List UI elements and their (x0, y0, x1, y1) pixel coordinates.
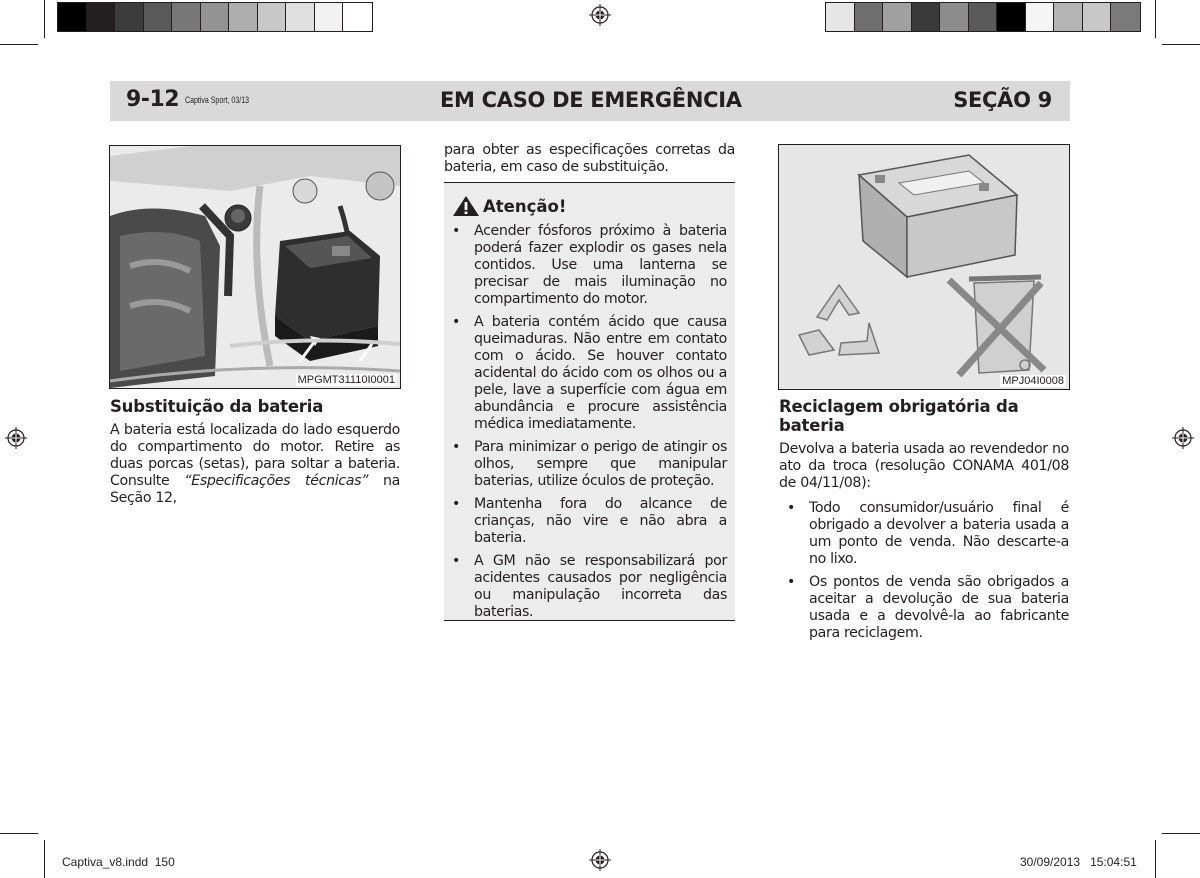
page-header (110, 81, 1070, 121)
color-swatch (826, 3, 855, 31)
page-number: 9-12 (126, 87, 180, 112)
color-swatch (997, 3, 1026, 31)
cross-reference: “Especificações técnicas” (184, 473, 369, 489)
recycling-list (779, 500, 1069, 642)
battery-recycling-illustration (779, 145, 1069, 389)
engine-bay-figure (109, 145, 401, 389)
warning-triangle-icon (452, 195, 480, 217)
middle-continuation (444, 142, 735, 176)
chapter-title: EM CASO DE EMERGÊNCIA (440, 88, 742, 112)
engine-bay-illustration (110, 146, 400, 388)
crop-mark (0, 44, 38, 45)
list-item: • A bateria contém ácido que causa queimaduras. Não entre em contato com o ácido. Se houver contato acidental do ácido com os olhos ou a pele, lave a superfície com água em abundância e procure assistência médica imediatamente. (444, 314, 727, 433)
color-swatch (1026, 3, 1055, 31)
paragraph-text: na Seção 12, (110, 473, 400, 506)
color-swatch (201, 3, 230, 31)
warning-box (444, 182, 735, 621)
color-swatch (58, 3, 87, 31)
crop-mark (0, 833, 38, 834)
battery-recycling-figure (778, 144, 1070, 390)
figure-code: MPGMT31110I0001 (297, 374, 395, 386)
color-swatch (969, 3, 998, 31)
crop-mark (1155, 840, 1156, 878)
list-item: • Os pontos de venda são obrigados a aceitar a devolução de sua bateria usada e a devolvê-la ao fabricante para reciclagem. (779, 574, 1069, 642)
list-item: • A GM não se responsabilizará por acidentes causados por negligência ou manipulação incorreta das baterias. (444, 553, 727, 621)
footer-timestamp (1020, 855, 1137, 869)
color-swatch (172, 3, 201, 31)
book-reference: Captiva Sport, 03/13 (185, 95, 250, 105)
registration-mark-icon (1172, 427, 1194, 449)
color-bar-left (57, 2, 373, 32)
warning-title-text: Atenção! (483, 196, 567, 216)
list-item: • Mantenha fora do alcance de crianças, não vire e não abra a bateria. (444, 496, 727, 547)
body-paragraph (110, 422, 400, 507)
color-swatch (940, 3, 969, 31)
crop-mark (1162, 44, 1200, 45)
crop-mark (1162, 833, 1200, 834)
footer-time: 15:04:51 (1090, 855, 1137, 869)
list-item: • Acender fósforos próximo à bateria poderá fazer explodir os gases nela contidos. Use uma lanterna se precisar de mais iluminação no compartimento do motor. (444, 223, 727, 308)
body-paragraph: Devolva a bateria usada ao revendedor no ato da troca (resolução CONAMA 401/08 de 04/11/08): (779, 441, 1069, 491)
body-paragraph: para obter as especificações corretas da bateria, em caso de substituição. (444, 142, 735, 175)
footer-file-info (62, 855, 175, 869)
section-heading: Reciclagem obrigatória da bateria (779, 397, 1019, 435)
color-swatch (912, 3, 941, 31)
warning-body (444, 223, 727, 627)
list-item: • Para minimizar o perigo de atingir os olhos, sempre que manipular baterias, utilize óculos de proteção. (444, 439, 727, 490)
registration-mark-icon (589, 849, 611, 871)
crop-mark (1155, 0, 1156, 38)
color-swatch (1111, 3, 1140, 31)
right-column (779, 397, 1069, 648)
figure-code: MPJ04I0008 (1002, 375, 1064, 387)
color-swatch (144, 3, 173, 31)
registration-mark-icon (5, 427, 27, 449)
color-bar-right (825, 2, 1141, 32)
footer-date: 30/09/2013 (1020, 855, 1081, 869)
crop-mark (44, 840, 45, 878)
color-swatch (286, 3, 315, 31)
section-label: SEÇÃO 9 (953, 88, 1052, 112)
footer-page: 150 (154, 855, 175, 869)
crop-mark (44, 0, 45, 38)
registration-mark-icon (589, 4, 611, 26)
left-column (110, 397, 400, 507)
list-item: • Todo consumidor/usuário final é obrigado a devolver a bateria usada a um ponto de venda. Não descarte-a no lixo. (779, 500, 1069, 568)
paragraph-text: A bateria está localizada do lado esquerdo do compartimento do motor. Retire as duas porcas (setas), para soltar a bateria. Consulte (110, 422, 400, 489)
footer-filename: Captiva_v8.indd (62, 855, 149, 869)
color-swatch (229, 3, 258, 31)
color-swatch (87, 3, 116, 31)
warning-list (444, 223, 727, 621)
color-swatch (1054, 3, 1083, 31)
color-swatch (315, 3, 344, 31)
color-swatch (855, 3, 884, 31)
color-swatch (343, 3, 372, 31)
color-swatch (1083, 3, 1112, 31)
warning-title (452, 195, 566, 217)
section-heading: Substituição da bateria (110, 397, 324, 416)
color-swatch (258, 3, 287, 31)
color-swatch (883, 3, 912, 31)
color-swatch (115, 3, 144, 31)
